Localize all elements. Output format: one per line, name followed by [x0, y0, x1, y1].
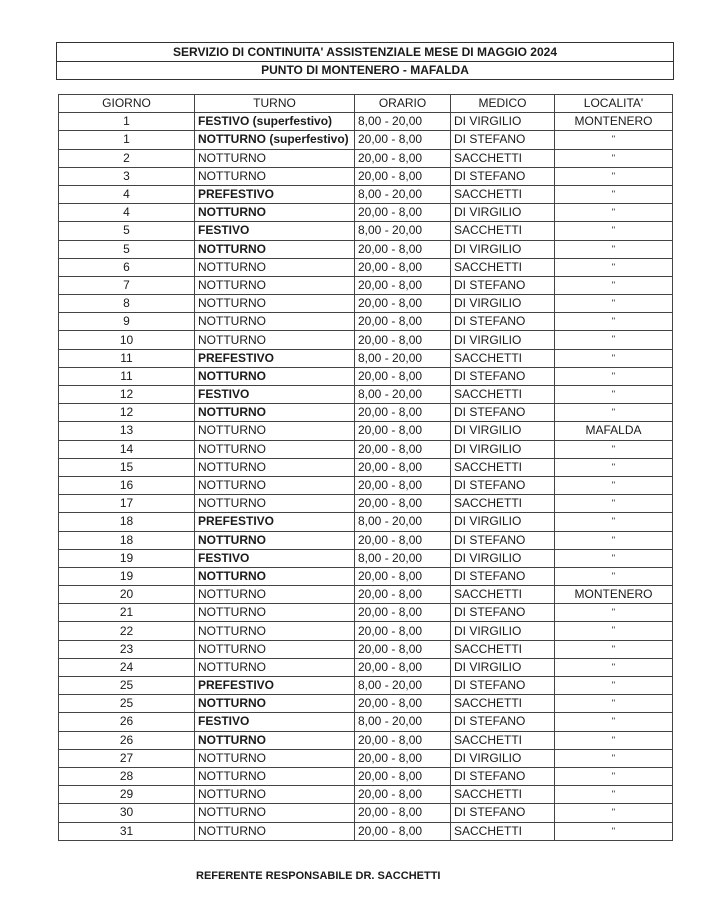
medico-cell: DI STEFANO: [451, 767, 555, 785]
orario-cell: 20,00 - 8,00: [355, 586, 451, 604]
giorno-cell: 26: [59, 713, 195, 731]
turno-cell: NOTTURNO: [195, 331, 355, 349]
medico-cell: DI VIRGILIO: [451, 658, 555, 676]
localita-cell: ": [555, 331, 673, 349]
localita-cell: ": [555, 149, 673, 167]
localita-cell: MAFALDA: [555, 422, 673, 440]
medico-cell: DI VIRGILIO: [451, 204, 555, 222]
medico-cell: SACCHETTI: [451, 695, 555, 713]
localita-cell: ": [555, 786, 673, 804]
medico-cell: DI STEFANO: [451, 167, 555, 185]
localita-cell: ": [555, 258, 673, 276]
table-row: [59, 513, 673, 531]
giorno-cell: 16: [59, 476, 195, 494]
table-row: [59, 640, 673, 658]
medico-cell: SACCHETTI: [451, 149, 555, 167]
localita-cell: ": [555, 749, 673, 767]
turno-cell: FESTIVO: [195, 222, 355, 240]
medico-cell: DI VIRGILIO: [451, 549, 555, 567]
orario-cell: 20,00 - 8,00: [355, 258, 451, 276]
giorno-cell: 11: [59, 367, 195, 385]
turno-cell: NOTTURNO: [195, 767, 355, 785]
medico-cell: DI STEFANO: [451, 367, 555, 385]
turno-cell: PREFESTIVO: [195, 185, 355, 203]
table-row: [59, 386, 673, 404]
turno-cell: NOTTURNO: [195, 422, 355, 440]
orario-cell: 20,00 - 8,00: [355, 404, 451, 422]
turno-cell: FESTIVO: [195, 713, 355, 731]
turno-cell: NOTTURNO: [195, 404, 355, 422]
localita-cell: ": [555, 604, 673, 622]
turno-cell: NOTTURNO: [195, 658, 355, 676]
localita-cell: ": [555, 531, 673, 549]
turno-cell: NOTTURNO: [195, 531, 355, 549]
table-row: [59, 367, 673, 385]
table-row: [59, 713, 673, 731]
giorno-cell: 4: [59, 185, 195, 203]
giorno-cell: 21: [59, 604, 195, 622]
table-row: [59, 767, 673, 785]
localita-cell: ": [555, 695, 673, 713]
turno-cell: NOTTURNO: [195, 313, 355, 331]
turno-cell: NOTTURNO: [195, 640, 355, 658]
turno-cell: NOTTURNO: [195, 695, 355, 713]
medico-cell: DI STEFANO: [451, 567, 555, 585]
orario-cell: 20,00 - 8,00: [355, 167, 451, 185]
table-row: [59, 731, 673, 749]
giorno-cell: 7: [59, 276, 195, 294]
table-row: [59, 586, 673, 604]
orario-cell: 20,00 - 8,00: [355, 531, 451, 549]
table-row: [59, 804, 673, 822]
localita-cell: ": [555, 658, 673, 676]
turno-cell: NOTTURNO: [195, 476, 355, 494]
orario-cell: 20,00 - 8,00: [355, 440, 451, 458]
localita-cell: ": [555, 640, 673, 658]
localita-cell: ": [555, 822, 673, 840]
turno-cell: NOTTURNO: [195, 622, 355, 640]
table-header-row: [59, 95, 673, 113]
medico-cell: SACCHETTI: [451, 349, 555, 367]
table-row: [59, 167, 673, 185]
responsible-referent: REFERENTE RESPONSABILE DR. SACCHETTI: [196, 870, 441, 882]
turno-cell: NOTTURNO: [195, 495, 355, 513]
giorno-cell: 27: [59, 749, 195, 767]
orario-cell: 20,00 - 8,00: [355, 495, 451, 513]
giorno-cell: 13: [59, 422, 195, 440]
table-row: [59, 786, 673, 804]
table-row: [59, 458, 673, 476]
orario-cell: 8,00 - 20,00: [355, 713, 451, 731]
turno-cell: NOTTURNO: [195, 786, 355, 804]
giorno-cell: 6: [59, 258, 195, 276]
document-subtitle: PUNTO DI MONTENERO - MAFALDA: [57, 61, 673, 79]
table-row: [59, 331, 673, 349]
localita-cell: ": [555, 804, 673, 822]
turno-cell: NOTTURNO: [195, 458, 355, 476]
orario-cell: 8,00 - 20,00: [355, 386, 451, 404]
medico-cell: DI STEFANO: [451, 604, 555, 622]
medico-cell: DI STEFANO: [451, 804, 555, 822]
localita-cell: ": [555, 440, 673, 458]
localita-cell: ": [555, 476, 673, 494]
giorno-cell: 18: [59, 513, 195, 531]
orario-cell: 20,00 - 8,00: [355, 240, 451, 258]
turno-cell: NOTTURNO: [195, 367, 355, 385]
turno-cell: NOTTURNO: [195, 276, 355, 294]
table-row: [59, 276, 673, 294]
medico-cell: SACCHETTI: [451, 222, 555, 240]
orario-cell: 20,00 - 8,00: [355, 204, 451, 222]
orario-cell: 20,00 - 8,00: [355, 767, 451, 785]
table-row: [59, 549, 673, 567]
table-row: [59, 749, 673, 767]
turno-cell: NOTTURNO: [195, 440, 355, 458]
medico-cell: DI VIRGILIO: [451, 113, 555, 131]
localita-cell: ": [555, 731, 673, 749]
turno-cell: NOTTURNO: [195, 295, 355, 313]
medico-cell: SACCHETTI: [451, 586, 555, 604]
medico-cell: DI STEFANO: [451, 131, 555, 149]
giorno-cell: 15: [59, 458, 195, 476]
orario-cell: 20,00 - 8,00: [355, 131, 451, 149]
orario-cell: 8,00 - 20,00: [355, 513, 451, 531]
medico-cell: DI VIRGILIO: [451, 513, 555, 531]
giorno-cell: 2: [59, 149, 195, 167]
localita-cell: ": [555, 495, 673, 513]
giorno-cell: 31: [59, 822, 195, 840]
giorno-cell: 19: [59, 549, 195, 567]
giorno-cell: 28: [59, 767, 195, 785]
orario-cell: 20,00 - 8,00: [355, 458, 451, 476]
turno-cell: FESTIVO: [195, 549, 355, 567]
localita-cell: ": [555, 513, 673, 531]
giorno-cell: 20: [59, 586, 195, 604]
giorno-cell: 24: [59, 658, 195, 676]
table-row: [59, 440, 673, 458]
table-row: [59, 677, 673, 695]
table-row: [59, 422, 673, 440]
column-header-orario: ORARIO: [355, 95, 451, 113]
medico-cell: DI STEFANO: [451, 404, 555, 422]
orario-cell: 20,00 - 8,00: [355, 640, 451, 658]
localita-cell: ": [555, 167, 673, 185]
localita-cell: ": [555, 185, 673, 203]
localita-cell: ": [555, 240, 673, 258]
localita-cell: ": [555, 567, 673, 585]
medico-cell: DI STEFANO: [451, 476, 555, 494]
medico-cell: SACCHETTI: [451, 386, 555, 404]
giorno-cell: 5: [59, 240, 195, 258]
medico-cell: DI VIRGILIO: [451, 331, 555, 349]
medico-cell: SACCHETTI: [451, 822, 555, 840]
giorno-cell: 25: [59, 695, 195, 713]
orario-cell: 20,00 - 8,00: [355, 331, 451, 349]
turno-cell: NOTTURNO: [195, 749, 355, 767]
orario-cell: 8,00 - 20,00: [355, 113, 451, 131]
medico-cell: SACCHETTI: [451, 786, 555, 804]
turno-cell: NOTTURNO: [195, 604, 355, 622]
turno-cell: NOTTURNO: [195, 149, 355, 167]
medico-cell: DI STEFANO: [451, 531, 555, 549]
column-header-turno: TURNO: [195, 95, 355, 113]
turno-cell: NOTTURNO: [195, 804, 355, 822]
orario-cell: 20,00 - 8,00: [355, 658, 451, 676]
turno-cell: NOTTURNO: [195, 586, 355, 604]
table-row: [59, 349, 673, 367]
orario-cell: 20,00 - 8,00: [355, 622, 451, 640]
localita-cell: ": [555, 276, 673, 294]
turno-cell: NOTTURNO: [195, 731, 355, 749]
table-row: [59, 295, 673, 313]
localita-cell: ": [555, 349, 673, 367]
giorno-cell: 11: [59, 349, 195, 367]
medico-cell: SACCHETTI: [451, 458, 555, 476]
orario-cell: 20,00 - 8,00: [355, 276, 451, 294]
table-row: [59, 222, 673, 240]
localita-cell: ": [555, 404, 673, 422]
orario-cell: 20,00 - 8,00: [355, 313, 451, 331]
localita-cell: ": [555, 713, 673, 731]
orario-cell: 8,00 - 20,00: [355, 222, 451, 240]
orario-cell: 20,00 - 8,00: [355, 822, 451, 840]
orario-cell: 8,00 - 20,00: [355, 677, 451, 695]
giorno-cell: 1: [59, 131, 195, 149]
medico-cell: DI VIRGILIO: [451, 422, 555, 440]
giorno-cell: 25: [59, 677, 195, 695]
table-row: [59, 495, 673, 513]
medico-cell: DI STEFANO: [451, 677, 555, 695]
table-row: [59, 185, 673, 203]
orario-cell: 20,00 - 8,00: [355, 695, 451, 713]
turno-cell: NOTTURNO: [195, 258, 355, 276]
turno-cell: PREFESTIVO: [195, 677, 355, 695]
localita-cell: ": [555, 386, 673, 404]
localita-cell: ": [555, 295, 673, 313]
giorno-cell: 5: [59, 222, 195, 240]
giorno-cell: 3: [59, 167, 195, 185]
table-row: [59, 258, 673, 276]
orario-cell: 20,00 - 8,00: [355, 295, 451, 313]
table-row: [59, 313, 673, 331]
orario-cell: 8,00 - 20,00: [355, 549, 451, 567]
giorno-cell: 26: [59, 731, 195, 749]
schedule-body: [59, 113, 673, 841]
giorno-cell: 19: [59, 567, 195, 585]
giorno-cell: 8: [59, 295, 195, 313]
orario-cell: 20,00 - 8,00: [355, 476, 451, 494]
orario-cell: 20,00 - 8,00: [355, 149, 451, 167]
turno-cell: FESTIVO (superfestivo): [195, 113, 355, 131]
giorno-cell: 18: [59, 531, 195, 549]
table-row: [59, 476, 673, 494]
localita-cell: ": [555, 549, 673, 567]
table-row: [59, 604, 673, 622]
giorno-cell: 9: [59, 313, 195, 331]
medico-cell: SACCHETTI: [451, 495, 555, 513]
localita-cell: ": [555, 622, 673, 640]
orario-cell: 20,00 - 8,00: [355, 367, 451, 385]
turno-cell: PREFESTIVO: [195, 349, 355, 367]
localita-cell: ": [555, 677, 673, 695]
orario-cell: 20,00 - 8,00: [355, 422, 451, 440]
giorno-cell: 12: [59, 404, 195, 422]
table-row: [59, 658, 673, 676]
medico-cell: SACCHETTI: [451, 640, 555, 658]
schedule-table: [58, 94, 673, 841]
turno-cell: NOTTURNO: [195, 822, 355, 840]
orario-cell: 20,00 - 8,00: [355, 804, 451, 822]
document-title: SERVIZIO DI CONTINUITA' ASSISTENZIALE MESE DI MAGGIO 2024: [172, 45, 558, 59]
localita-cell: ": [555, 313, 673, 331]
localita-cell: ": [555, 204, 673, 222]
medico-cell: DI VIRGILIO: [451, 749, 555, 767]
turno-cell: NOTTURNO (superfestivo): [195, 131, 355, 149]
orario-cell: 8,00 - 20,00: [355, 349, 451, 367]
medico-cell: DI VIRGILIO: [451, 622, 555, 640]
column-header-localita: LOCALITA': [555, 95, 673, 113]
medico-cell: DI VIRGILIO: [451, 295, 555, 313]
medico-cell: SACCHETTI: [451, 185, 555, 203]
giorno-cell: 23: [59, 640, 195, 658]
orario-cell: 20,00 - 8,00: [355, 749, 451, 767]
column-header-giorno: GIORNO: [59, 95, 195, 113]
turno-cell: FESTIVO: [195, 386, 355, 404]
medico-cell: SACCHETTI: [451, 258, 555, 276]
turno-cell: PREFESTIVO: [195, 513, 355, 531]
localita-cell: ": [555, 767, 673, 785]
giorno-cell: 4: [59, 204, 195, 222]
localita-cell: ": [555, 367, 673, 385]
localita-cell: MONTENERO: [555, 113, 673, 131]
medico-cell: SACCHETTI: [451, 731, 555, 749]
turno-cell: NOTTURNO: [195, 167, 355, 185]
column-header-medico: MEDICO: [451, 95, 555, 113]
orario-cell: 20,00 - 8,00: [355, 604, 451, 622]
turno-cell: NOTTURNO: [195, 567, 355, 585]
table-row: [59, 149, 673, 167]
table-row: [59, 204, 673, 222]
orario-cell: 20,00 - 8,00: [355, 731, 451, 749]
giorno-cell: 10: [59, 331, 195, 349]
table-row: [59, 822, 673, 840]
orario-cell: 8,00 - 20,00: [355, 185, 451, 203]
giorno-cell: 12: [59, 386, 195, 404]
table-row: [59, 131, 673, 149]
table-row: [59, 531, 673, 549]
giorno-cell: 29: [59, 786, 195, 804]
orario-cell: 20,00 - 8,00: [355, 786, 451, 804]
giorno-cell: 22: [59, 622, 195, 640]
table-row: [59, 567, 673, 585]
medico-cell: DI VIRGILIO: [451, 440, 555, 458]
giorno-cell: 17: [59, 495, 195, 513]
medico-cell: DI STEFANO: [451, 313, 555, 331]
medico-cell: DI STEFANO: [451, 276, 555, 294]
document-header: [56, 42, 674, 80]
localita-cell: ": [555, 222, 673, 240]
giorno-cell: 30: [59, 804, 195, 822]
giorno-cell: 14: [59, 440, 195, 458]
table-row: [59, 695, 673, 713]
giorno-cell: 1: [59, 113, 195, 131]
medico-cell: DI STEFANO: [451, 713, 555, 731]
table-row: [59, 622, 673, 640]
medico-cell: DI VIRGILIO: [451, 240, 555, 258]
table-row: [59, 404, 673, 422]
turno-cell: NOTTURNO: [195, 204, 355, 222]
orario-cell: 20,00 - 8,00: [355, 567, 451, 585]
localita-cell: ": [555, 131, 673, 149]
localita-cell: MONTENERO: [555, 586, 673, 604]
turno-cell: NOTTURNO: [195, 240, 355, 258]
table-row: [59, 113, 673, 131]
table-row: [59, 240, 673, 258]
localita-cell: ": [555, 458, 673, 476]
